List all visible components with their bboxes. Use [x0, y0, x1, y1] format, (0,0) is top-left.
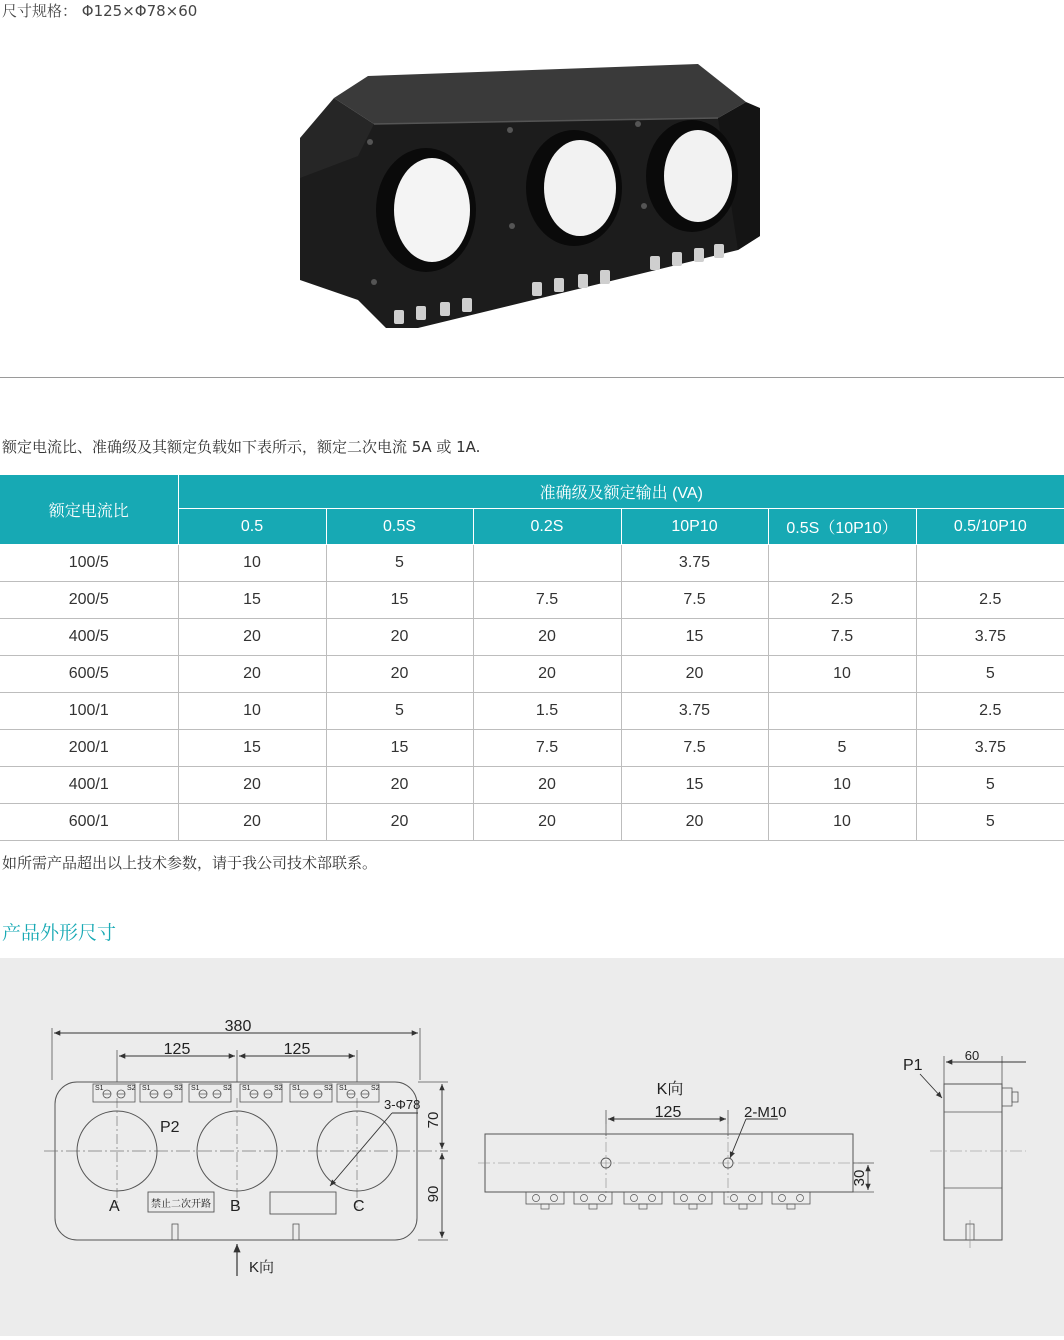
- ratio-cell: 100/5: [0, 545, 178, 582]
- value-cell: 20: [178, 656, 326, 693]
- value-cell: 10: [768, 804, 916, 841]
- terminal-s2-label: S2: [274, 1085, 283, 1092]
- value-cell: 20: [473, 656, 621, 693]
- value-cell: 20: [178, 767, 326, 804]
- kview-dim-pitch-label: 125: [654, 1104, 682, 1121]
- ratio-cell: 100/1: [0, 693, 178, 730]
- terminal-s2-label: S2: [223, 1085, 232, 1092]
- product-photo: [298, 60, 764, 330]
- value-cell: [768, 693, 916, 730]
- ratio-cell: 400/1: [0, 767, 178, 804]
- kview-title: K向: [656, 1081, 684, 1098]
- table-row: [0, 545, 1064, 582]
- value-cell: 10: [178, 693, 326, 730]
- dim-top-label: 70: [425, 1111, 442, 1129]
- kview-dim-height-label: 30: [851, 1169, 868, 1187]
- ratio-cell: 200/1: [0, 730, 178, 767]
- column-header: 0.5/10P10: [916, 509, 1064, 545]
- ratio-table: [0, 474, 1064, 841]
- value-cell: 20: [326, 804, 473, 841]
- side-dim-width-label: 60: [964, 1048, 980, 1063]
- value-cell: 5: [916, 804, 1064, 841]
- value-cell: 10: [178, 545, 326, 582]
- drawing-canvas: [0, 958, 1064, 1336]
- value-cell: 20: [326, 767, 473, 804]
- value-cell: 1.5: [473, 693, 621, 730]
- table-row: [0, 619, 1064, 656]
- value-cell: 5: [916, 767, 1064, 804]
- value-cell: 20: [473, 804, 621, 841]
- value-cell: 3.75: [916, 730, 1064, 767]
- dim-pitch-right-label: 125: [283, 1041, 311, 1058]
- value-cell: 20: [621, 656, 768, 693]
- column-header: 0.5S: [326, 509, 473, 545]
- note-text: 如所需产品超出以上技术参数，请于我公司技术部联系。: [2, 854, 378, 872]
- hole-label: 3-Φ78: [384, 1097, 421, 1112]
- value-cell: 2.5: [916, 582, 1064, 619]
- side-view: [903, 1048, 1026, 1248]
- k-direction-label: K向: [249, 1259, 275, 1276]
- column-header: 0.2S: [473, 509, 621, 545]
- value-cell: 15: [178, 582, 326, 619]
- value-cell: 3.75: [916, 619, 1064, 656]
- phase-a-label: A: [109, 1198, 120, 1215]
- value-cell: 15: [326, 730, 473, 767]
- p1-label: P1: [903, 1057, 923, 1074]
- ratio-cell: 600/1: [0, 804, 178, 841]
- value-cell: 20: [326, 656, 473, 693]
- value-cell: 20: [326, 619, 473, 656]
- table-body: [0, 545, 1064, 841]
- dim-pitch-left-label: 125: [163, 1041, 191, 1058]
- value-cell: 3.75: [621, 545, 768, 582]
- column-header: 0.5S（10P10）: [768, 509, 916, 545]
- value-cell: 20: [178, 804, 326, 841]
- value-cell: 5: [326, 693, 473, 730]
- dimension-drawing: [0, 958, 1064, 1336]
- thread-label: 2-M10: [744, 1104, 787, 1121]
- terminal-s1-label: S1: [95, 1085, 104, 1092]
- p2-label: P2: [160, 1119, 180, 1136]
- ratio-cell: 200/5: [0, 582, 178, 619]
- divider: [0, 377, 1064, 378]
- table-row: [0, 730, 1064, 767]
- ratio-header: 额定电流比: [0, 475, 178, 545]
- dim-bottom-label: 90: [425, 1185, 442, 1203]
- value-cell: 10: [768, 767, 916, 804]
- value-cell: 10: [768, 656, 916, 693]
- value-cell: 2.5: [916, 693, 1064, 730]
- value-cell: 7.5: [621, 730, 768, 767]
- spec-line: 尺寸规格： Φ125×Φ78×60: [2, 2, 198, 20]
- value-cell: 5: [916, 656, 1064, 693]
- value-cell: 20: [178, 619, 326, 656]
- value-cell: 5: [326, 545, 473, 582]
- value-cell: 7.5: [621, 582, 768, 619]
- terminal-s1-label: S1: [339, 1085, 348, 1092]
- value-cell: 20: [473, 619, 621, 656]
- value-cell: 5: [768, 730, 916, 767]
- front-view: [44, 1018, 448, 1276]
- ratio-cell: 600/5: [0, 656, 178, 693]
- dim-total-label: 380: [224, 1018, 252, 1035]
- table-row: [0, 693, 1064, 730]
- k-view: [478, 1080, 874, 1209]
- terminal-s2-label: S2: [127, 1085, 136, 1092]
- value-cell: [768, 545, 916, 582]
- warning-plate-label: 禁止二次开路: [151, 1199, 211, 1210]
- value-cell: 2.5: [768, 582, 916, 619]
- value-cell: 20: [473, 767, 621, 804]
- value-cell: 20: [621, 804, 768, 841]
- terminal-s2-label: S2: [324, 1085, 333, 1092]
- value-cell: 7.5: [473, 730, 621, 767]
- column-header: 0.5: [178, 509, 326, 545]
- terminal-s2-label: S2: [371, 1085, 380, 1092]
- value-cell: 15: [621, 767, 768, 804]
- value-cell: 15: [178, 730, 326, 767]
- ratio-cell: 400/5: [0, 619, 178, 656]
- column-header: 10P10: [621, 509, 768, 545]
- phase-c-label: C: [353, 1198, 365, 1215]
- table-row: [0, 582, 1064, 619]
- table-row: [0, 804, 1064, 841]
- table-row: [0, 767, 1064, 804]
- value-cell: 15: [621, 619, 768, 656]
- value-cell: 15: [326, 582, 473, 619]
- phase-b-label: B: [230, 1198, 241, 1215]
- value-cell: 7.5: [473, 582, 621, 619]
- group-header: 准确级及额定输出 (VA): [178, 475, 1064, 509]
- value-cell: 3.75: [621, 693, 768, 730]
- table-row: [0, 656, 1064, 693]
- value-cell: [473, 545, 621, 582]
- terminal-s1-label: S1: [191, 1085, 200, 1092]
- terminal-s1-label: S1: [142, 1085, 151, 1092]
- terminal-s1-label: S1: [292, 1085, 301, 1092]
- value-cell: [916, 545, 1064, 582]
- section-title: 产品外形尺寸: [2, 922, 117, 944]
- terminal-s2-label: S2: [174, 1085, 183, 1092]
- value-cell: 7.5: [768, 619, 916, 656]
- intro-text: 额定电流比、准确级及其额定负载如下表所示，额定二次电流 5A 或 1A.: [2, 438, 481, 456]
- terminal-s1-label: S1: [242, 1085, 251, 1092]
